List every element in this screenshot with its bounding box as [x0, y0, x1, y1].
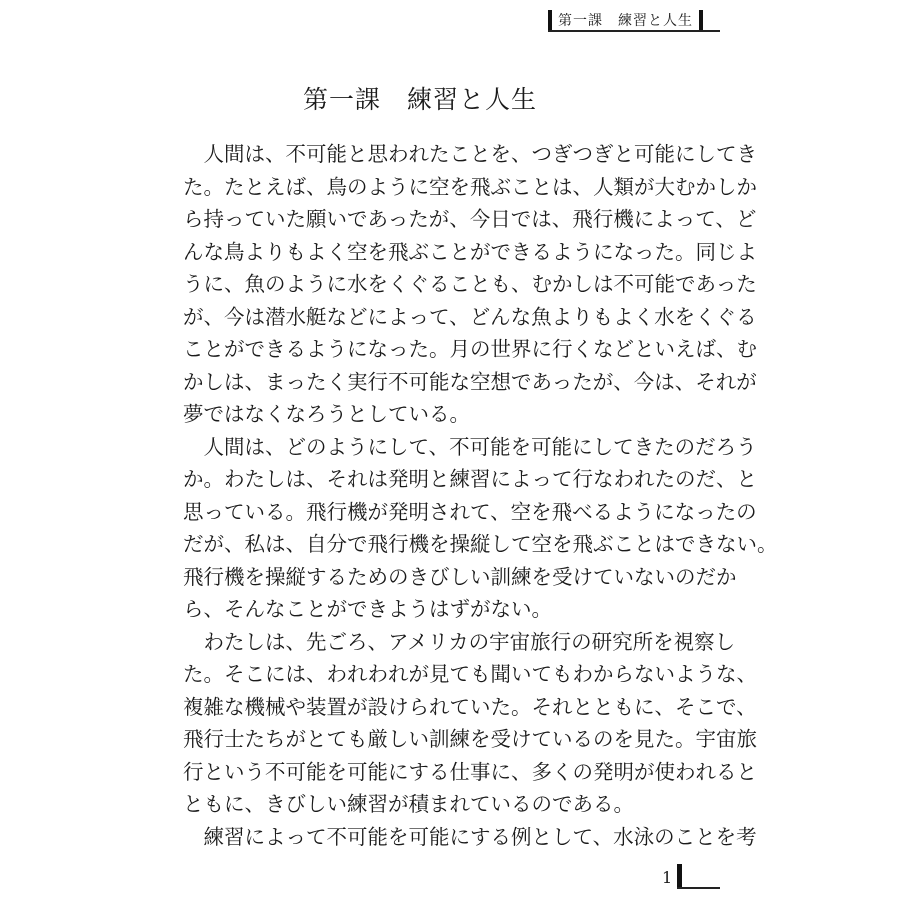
footer-bar [677, 864, 682, 889]
running-title: 第一課 練習と人生 [558, 13, 693, 29]
text-line: ことができるようになった。月の世界に行くなどといえば、む [183, 337, 757, 361]
text-line: た。たとえば、鳥のように空を飛ぶことは、人類が大むかしか [183, 174, 757, 199]
page-title: 第一課 練習と人生 [302, 85, 537, 114]
text-line: わたしは、先ごろ、アメリカの宇宙旅行の研究所を視察し [183, 629, 736, 654]
text-line: か。わたしは、それは発明と練習によって行なわれたのだ、と [183, 467, 757, 491]
body-text [183, 138, 778, 853]
text-line: 複雑な機械や装置が設けられていた。それとともに、そこで、 [183, 694, 757, 719]
header-rule [548, 30, 720, 32]
text-line: 飛行士たちがとても厳しい訓練を受けているのを見た。宇宙旅 [183, 727, 757, 751]
page-number: 1 [662, 868, 673, 887]
text-line: 飛行機を操縦するためのきびしい訓練を受けていないのだか [183, 564, 737, 589]
text-line: ともに、きびしい練習が積まれているのである。 [183, 792, 634, 816]
text-line: うに、魚のように水をくぐることも、むかしは不可能であった [183, 272, 757, 296]
text-line: が、今は潜水艇などによって、どんな魚よりもよく水をくぐる [183, 304, 757, 329]
running-header [548, 9, 703, 31]
text-line: 行という不可能を可能にする仕事に、多くの発明が使われると [183, 759, 757, 784]
text-line: んな鳥よりもよく空を飛ぶことができるようになった。同じよ [183, 239, 757, 264]
footer-rule [677, 887, 720, 889]
text-line: だが、私は、自分で飛行機を操縦して空を飛ぶことはできない。 [183, 532, 778, 556]
text-line: 思っている。飛行機が発明されて、空を飛べるようになったの [183, 499, 757, 524]
text-line: た。そこには、われわれが見ても聞いてもわからないような、 [183, 662, 757, 686]
header-right-bar [699, 10, 703, 30]
text-line: ら持っていた願いであったが、今日では、飛行機によって、ど [183, 207, 757, 231]
text-line: 練習によって不可能を可能にする例として、水泳のことを考 [183, 824, 757, 849]
text-line: かしは、まったく実行不可能な空想であったが、今は、それが [183, 369, 757, 394]
text-line: 人間は、不可能と思われたことを、つぎつぎと可能にしてき [183, 142, 757, 166]
text-line: ら、そんなことができようはずがない。 [183, 597, 552, 621]
text-line: 夢ではなくなろうとしている。 [183, 402, 470, 426]
text-line: 人間は、どのようにして、不可能を可能にしてきたのだろう [183, 434, 757, 459]
